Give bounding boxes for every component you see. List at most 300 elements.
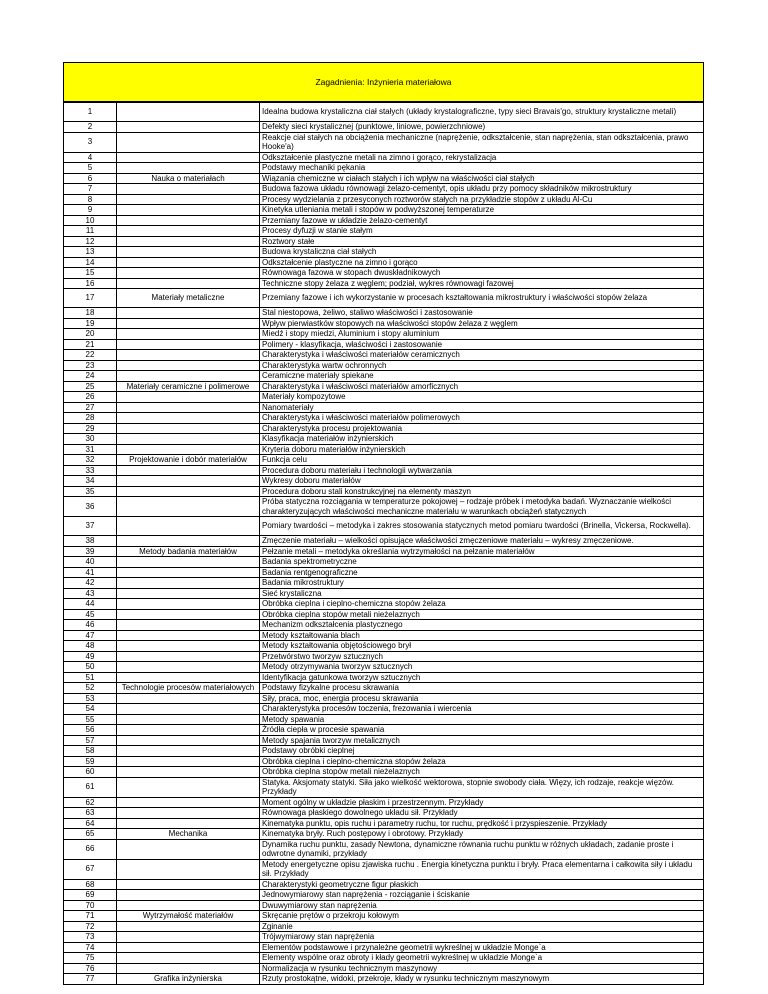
category-cell xyxy=(117,132,260,152)
table-row xyxy=(64,890,704,901)
row-number: 52 xyxy=(64,683,117,694)
row-number: 33 xyxy=(64,465,117,476)
topic-cell: Przetwórstwo tworzyw sztucznych xyxy=(260,651,704,662)
row-number: 6 xyxy=(64,173,117,184)
row-number: 45 xyxy=(64,609,117,620)
row-number: 41 xyxy=(64,567,117,578)
table-row xyxy=(64,767,704,778)
category-cell xyxy=(117,557,260,568)
topic-cell: Statyka. Aksjomaty statyki. Siła jako wielkość wektorowa, stopnie swobody ciała. Więzy, ich rodzaje, reakcje więzów. Przykłady xyxy=(260,777,704,797)
category-cell xyxy=(117,859,260,879)
table-row xyxy=(64,444,704,455)
table-row xyxy=(64,818,704,829)
topic-cell: Obróbka cieplna i cieplno-chemiczna stopów żelaza xyxy=(260,599,704,610)
category-cell: Mechanika xyxy=(117,829,260,840)
table-row xyxy=(64,839,704,859)
category-cell xyxy=(117,921,260,932)
table-row xyxy=(64,630,704,641)
topic-cell: Zginanie xyxy=(260,921,704,932)
topic-cell: Kinematyka punktu, opis ruchu i parametry ruchu, tor ruchu, prędkość i przyspieszenie. Przykłady xyxy=(260,818,704,829)
category-cell xyxy=(117,371,260,382)
row-number: 75 xyxy=(64,953,117,964)
category-cell xyxy=(117,486,260,497)
category-cell xyxy=(117,329,260,340)
category-cell xyxy=(117,517,260,536)
category-cell xyxy=(117,588,260,599)
category-cell xyxy=(117,215,260,226)
row-number: 10 xyxy=(64,215,117,226)
table-row xyxy=(64,278,704,289)
table-row xyxy=(64,122,704,133)
row-number: 3 xyxy=(64,132,117,152)
table-row xyxy=(64,152,704,163)
row-number: 40 xyxy=(64,557,117,568)
row-number: 65 xyxy=(64,829,117,840)
category-cell xyxy=(117,567,260,578)
table-row xyxy=(64,339,704,350)
topic-cell: Podstawy obróbki cieplnej xyxy=(260,746,704,757)
topic-cell: Techniczne stopy żelaza z węglem; podział, wykres równowagi fazowej xyxy=(260,278,704,289)
topic-cell: Siły, praca, moc, energia procesu skrawania xyxy=(260,693,704,704)
category-cell xyxy=(117,641,260,652)
table-row xyxy=(64,900,704,911)
row-number: 64 xyxy=(64,818,117,829)
topic-cell: Metody kształtowania objętościowego brył xyxy=(260,641,704,652)
row-number: 59 xyxy=(64,756,117,767)
table-row xyxy=(64,289,704,308)
topic-cell: Budowa krystaliczna ciał stałych xyxy=(260,247,704,258)
category-cell xyxy=(117,308,260,319)
row-number: 21 xyxy=(64,339,117,350)
table-row xyxy=(64,103,704,122)
topic-cell: Procedura doboru materiału i technologii wytwarzania xyxy=(260,465,704,476)
category-cell xyxy=(117,818,260,829)
topic-cell: Procesy dyfuzji w stanie stałym xyxy=(260,226,704,237)
table-row xyxy=(64,308,704,319)
row-number: 36 xyxy=(64,497,117,517)
row-number: 19 xyxy=(64,318,117,329)
row-number: 27 xyxy=(64,402,117,413)
table-row xyxy=(64,381,704,392)
row-number: 57 xyxy=(64,735,117,746)
topic-cell: Równowaga fazowa w stopach dwuskładnikowych xyxy=(260,268,704,279)
table-row xyxy=(64,517,704,536)
row-number: 46 xyxy=(64,620,117,631)
topic-cell: Metody energetyczne opisu zjawiska ruchu . Energia kinetyczna punktu i bryły. Praca elementarna i całkowita siły i układu sił. Przykłady xyxy=(260,859,704,879)
topic-cell: Badania mikrostruktury xyxy=(260,578,704,589)
row-number: 4 xyxy=(64,152,117,163)
table-row xyxy=(64,578,704,589)
topic-cell: Elementów podstawowe i przynależne geometrii wykreślnej w układzie Monge`a xyxy=(260,942,704,953)
row-number: 74 xyxy=(64,942,117,953)
topic-cell: Charakterystyka wartw ochronnych xyxy=(260,360,704,371)
table-row xyxy=(64,465,704,476)
table-row xyxy=(64,662,704,673)
table-row xyxy=(64,226,704,237)
row-number: 62 xyxy=(64,797,117,808)
category-cell xyxy=(117,465,260,476)
table-row xyxy=(64,163,704,174)
category-cell xyxy=(117,122,260,133)
table-row xyxy=(64,236,704,247)
row-number: 7 xyxy=(64,184,117,195)
category-cell xyxy=(117,609,260,620)
topic-cell: Charakterystyka procesu projektowania xyxy=(260,423,704,434)
row-number: 54 xyxy=(64,704,117,715)
topic-cell: Mechanizm odkształcenia plastycznego xyxy=(260,620,704,631)
category-cell: Projektowanie i dobór materiałów xyxy=(117,455,260,466)
topic-cell: Metody kształtowania blach xyxy=(260,630,704,641)
table-row xyxy=(64,797,704,808)
row-number: 72 xyxy=(64,921,117,932)
category-cell: Materiały ceramiczne i polimerowe xyxy=(117,381,260,392)
category-cell xyxy=(117,942,260,953)
topic-cell: Miedź i stopy miedzi, Aluminium i stopy aluminium xyxy=(260,329,704,340)
topic-cell: Obróbka cieplna i cieplno-chemiczna stopów żelaza xyxy=(260,756,704,767)
topic-cell: Przemiany fazowe w układzie żelazo-cementyt xyxy=(260,215,704,226)
row-number: 28 xyxy=(64,413,117,424)
table-row xyxy=(64,588,704,599)
table-row xyxy=(64,371,704,382)
row-number: 77 xyxy=(64,974,117,985)
row-number: 25 xyxy=(64,381,117,392)
table-row xyxy=(64,829,704,840)
category-cell xyxy=(117,339,260,350)
table-row xyxy=(64,974,704,985)
row-number: 1 xyxy=(64,103,117,122)
topic-cell: Procedura doboru stali konstrukcyjnej na elementy maszyn xyxy=(260,486,704,497)
table-row xyxy=(64,350,704,361)
table-row xyxy=(64,184,704,195)
row-number: 9 xyxy=(64,205,117,216)
table-row xyxy=(64,641,704,652)
table-row xyxy=(64,132,704,152)
row-number: 58 xyxy=(64,746,117,757)
category-cell xyxy=(117,704,260,715)
table-row xyxy=(64,476,704,487)
topic-cell: Moment ogólny w układzie płaskim i przestrzennym. Przykłady xyxy=(260,797,704,808)
category-cell xyxy=(117,350,260,361)
category-cell xyxy=(117,402,260,413)
category-cell xyxy=(117,651,260,662)
category-cell: Metody badania materiałów xyxy=(117,546,260,557)
row-number: 35 xyxy=(64,486,117,497)
row-number: 24 xyxy=(64,371,117,382)
table-row xyxy=(64,599,704,610)
row-number: 2 xyxy=(64,122,117,133)
table-row xyxy=(64,194,704,205)
table-row xyxy=(64,609,704,620)
row-number: 66 xyxy=(64,839,117,859)
table-row xyxy=(64,455,704,466)
category-cell xyxy=(117,268,260,279)
topic-cell: Metody spawania xyxy=(260,714,704,725)
table-row xyxy=(64,693,704,704)
topic-cell: Wpływ pierwiastków stopowych na właściwości stopów żelaza z węglem xyxy=(260,318,704,329)
topic-cell: Charakterystyki geometryczne figur płaskich xyxy=(260,879,704,890)
topic-cell: Obróbka cieplna stopów metali nieżelaznych xyxy=(260,609,704,620)
category-cell: Grafika inżynierska xyxy=(117,974,260,985)
table-row xyxy=(64,360,704,371)
topic-cell: Źródła ciepła w procesie spawania xyxy=(260,725,704,736)
table-row xyxy=(64,567,704,578)
category-cell xyxy=(117,630,260,641)
topic-cell: Kryteria doboru materiałów inżynierskich xyxy=(260,444,704,455)
topic-cell: Normalizacja w rysunku technicznym maszynowy xyxy=(260,963,704,974)
topic-cell: Metody spajania tworzyw metalicznych xyxy=(260,735,704,746)
topic-cell: Elementy wspólne oraz obroty i kłady geometrii wykreślnej w układzie Monge`a xyxy=(260,953,704,964)
topic-cell: Rzuty prostokątne, widoki, przekroje, kłady w rysunku technicznym maszynowym xyxy=(260,974,704,985)
row-number: 76 xyxy=(64,963,117,974)
row-number: 47 xyxy=(64,630,117,641)
row-number: 51 xyxy=(64,672,117,683)
category-cell xyxy=(117,476,260,487)
table-row xyxy=(64,434,704,445)
table-row xyxy=(64,651,704,662)
topic-cell: Pomiary twardości – metodyka i zakres stosowania statycznych metod pomiaru twardości (Brinella, Vickersa, Rockwella). xyxy=(260,517,704,536)
table-row xyxy=(64,557,704,568)
topic-cell: Dwuwymiarowy stan naprężenia xyxy=(260,900,704,911)
row-number: 15 xyxy=(64,268,117,279)
category-cell xyxy=(117,163,260,174)
row-number: 67 xyxy=(64,859,117,879)
row-number: 43 xyxy=(64,588,117,599)
table-row xyxy=(64,911,704,922)
table-row xyxy=(64,672,704,683)
category-cell: Technologie procesów materiałowych xyxy=(117,683,260,694)
table-row xyxy=(64,413,704,424)
topic-cell: Charakterystyka procesów toczenia, frezowania i wiercenia xyxy=(260,704,704,715)
table-row xyxy=(64,683,704,694)
category-cell xyxy=(117,767,260,778)
topic-cell: Przemiany fazowe i ich wykorzystanie w procesach kształtowania mikrostruktury i właściwości stopów żelaza xyxy=(260,289,704,308)
topic-cell: Pełzanie metali – metodyka określania wytrzymałości na pełzanie materiałów xyxy=(260,546,704,557)
table-row xyxy=(64,318,704,329)
category-cell: Nauka o materiałach xyxy=(117,173,260,184)
category-cell xyxy=(117,808,260,819)
row-number: 53 xyxy=(64,693,117,704)
category-cell xyxy=(117,672,260,683)
table-row xyxy=(64,268,704,279)
category-cell xyxy=(117,725,260,736)
row-number: 44 xyxy=(64,599,117,610)
row-number: 14 xyxy=(64,257,117,268)
category-cell xyxy=(117,103,260,122)
row-number: 56 xyxy=(64,725,117,736)
table-row xyxy=(64,257,704,268)
category-cell xyxy=(117,599,260,610)
row-number: 38 xyxy=(64,536,117,547)
category-cell xyxy=(117,184,260,195)
table-row xyxy=(64,879,704,890)
row-number: 13 xyxy=(64,247,117,258)
row-number: 49 xyxy=(64,651,117,662)
topic-cell: Charakterystyka i właściwości materiałów amorficznych xyxy=(260,381,704,392)
category-cell xyxy=(117,226,260,237)
category-cell xyxy=(117,444,260,455)
table-row xyxy=(64,546,704,557)
topic-cell: Obróbka cieplna stopów metali nieżelaznych xyxy=(260,767,704,778)
row-number: 63 xyxy=(64,808,117,819)
topic-cell: Odkształcenie plastyczne na zimno i gorąco xyxy=(260,257,704,268)
category-cell xyxy=(117,318,260,329)
row-number: 29 xyxy=(64,423,117,434)
topic-cell: Roztwory stałe xyxy=(260,236,704,247)
category-cell xyxy=(117,392,260,403)
table-row xyxy=(64,247,704,258)
topic-cell: Funkcja celu xyxy=(260,455,704,466)
table-row xyxy=(64,953,704,964)
row-number: 22 xyxy=(64,350,117,361)
category-cell xyxy=(117,360,260,371)
category-cell xyxy=(117,932,260,943)
spreadsheet xyxy=(63,62,704,985)
table-row xyxy=(64,392,704,403)
row-number: 69 xyxy=(64,890,117,901)
row-number: 48 xyxy=(64,641,117,652)
row-number: 17 xyxy=(64,289,117,308)
topic-cell: Wykresy doboru materiałów xyxy=(260,476,704,487)
row-number: 37 xyxy=(64,517,117,536)
topic-cell: Defekty sieci krystalicznej (punktowe, liniowe, powierzchniowe) xyxy=(260,122,704,133)
category-cell xyxy=(117,735,260,746)
table-row xyxy=(64,942,704,953)
row-number: 18 xyxy=(64,308,117,319)
table-row xyxy=(64,746,704,757)
category-cell xyxy=(117,497,260,517)
topic-cell: Kinematyka bryły. Ruch postępowy i obrotowy. Przykłady xyxy=(260,829,704,840)
table-row xyxy=(64,402,704,413)
row-number: 73 xyxy=(64,932,117,943)
table-row xyxy=(64,497,704,517)
topic-cell: Metody otrzymywania tworzyw sztucznych xyxy=(260,662,704,673)
row-number: 70 xyxy=(64,900,117,911)
category-cell xyxy=(117,536,260,547)
row-number: 11 xyxy=(64,226,117,237)
topic-cell: Identyfikacja gatunkowa tworzyw sztucznych xyxy=(260,672,704,683)
table-row xyxy=(64,735,704,746)
row-number: 12 xyxy=(64,236,117,247)
topic-cell: Reakcje ciał stałych na obciążenia mechaniczne (naprężenie, odkształcenie, stan naprężenia, stan odkształcenia, prawo Hooke'a) xyxy=(260,132,704,152)
topic-cell: Wiązania chemiczne w ciałach stałych i ich wpływ na właściwości ciał stałych xyxy=(260,173,704,184)
row-number: 32 xyxy=(64,455,117,466)
row-number: 39 xyxy=(64,546,117,557)
topic-cell: Klasyfikacja materiałów inżynierskich xyxy=(260,434,704,445)
category-cell xyxy=(117,953,260,964)
category-cell xyxy=(117,578,260,589)
row-number: 42 xyxy=(64,578,117,589)
table-row xyxy=(64,921,704,932)
row-number: 71 xyxy=(64,911,117,922)
topic-cell: Budowa fazowa układu równowagi żelazo-cementyt, opis układu przy pomocy składników mikrostruktury xyxy=(260,184,704,195)
topic-cell: Procesy wydzielania z przesyconych roztworów stałych na przykładzie stopów z układu Al-Cu xyxy=(260,194,704,205)
table-row xyxy=(64,329,704,340)
row-number: 61 xyxy=(64,777,117,797)
table-row xyxy=(64,756,704,767)
table-row xyxy=(64,714,704,725)
topic-cell: Jednowymiarowy stan naprężenia - rozciąganie i ściskanie xyxy=(260,890,704,901)
category-cell xyxy=(117,662,260,673)
row-number: 68 xyxy=(64,879,117,890)
row-number: 34 xyxy=(64,476,117,487)
topic-cell: Zmęczenie materiału – wielkości opisujące właściwości zmęczeniowe materiału – wykresy zmęczeniowe. xyxy=(260,536,704,547)
topic-cell: Podstawy mechaniki pękania xyxy=(260,163,704,174)
topic-cell: Ceramiczne materiały spiekane xyxy=(260,371,704,382)
category-cell xyxy=(117,236,260,247)
table-row xyxy=(64,808,704,819)
category-cell xyxy=(117,423,260,434)
table-row xyxy=(64,725,704,736)
category-cell xyxy=(117,205,260,216)
topic-cell: Próba statyczna rozciągania w temperaturze pokojowej – rodzaje próbek i metodyka badań. Wyznaczanie wielkości charakteryzujących właściwości mechaniczne materiału w warunkach obciążeń statycznych xyxy=(260,497,704,517)
category-cell xyxy=(117,777,260,797)
category-cell: Materiały metaliczne xyxy=(117,289,260,308)
category-cell: Wytrzymałość materiałów xyxy=(117,911,260,922)
table-row xyxy=(64,620,704,631)
topic-cell: Polimery - klasyfikacja, właściwości i zastosowanie xyxy=(260,339,704,350)
table-row xyxy=(64,859,704,879)
topic-cell: Skręcanie prętów o przekroju kołowym xyxy=(260,911,704,922)
row-number: 16 xyxy=(64,278,117,289)
topic-cell: Równowaga płaskiego dowolnego układu sił. Przykłady xyxy=(260,808,704,819)
table-row xyxy=(64,536,704,547)
row-number: 23 xyxy=(64,360,117,371)
row-number: 5 xyxy=(64,163,117,174)
topic-cell: Kinetyka utleniania metali i stopów w podwyższonej temperaturze xyxy=(260,205,704,216)
topic-cell: Odkształcenie plastyczne metali na zimno i gorąco, rekrystalizacja xyxy=(260,152,704,163)
category-cell xyxy=(117,963,260,974)
category-cell xyxy=(117,247,260,258)
topics-table xyxy=(63,102,704,985)
category-cell xyxy=(117,278,260,289)
category-cell xyxy=(117,797,260,808)
category-cell xyxy=(117,413,260,424)
topic-cell: Materiały kompozytowe xyxy=(260,392,704,403)
topic-cell: Badania spektrometryczne xyxy=(260,557,704,568)
category-cell xyxy=(117,434,260,445)
table-row xyxy=(64,486,704,497)
topic-cell: Nanomateriały xyxy=(260,402,704,413)
row-number: 60 xyxy=(64,767,117,778)
category-cell xyxy=(117,714,260,725)
table-row xyxy=(64,205,704,216)
table-row xyxy=(64,777,704,797)
row-number: 20 xyxy=(64,329,117,340)
table-row xyxy=(64,173,704,184)
table-row xyxy=(64,215,704,226)
table-row xyxy=(64,704,704,715)
row-number: 30 xyxy=(64,434,117,445)
category-cell xyxy=(117,152,260,163)
row-number: 26 xyxy=(64,392,117,403)
category-cell xyxy=(117,756,260,767)
category-cell xyxy=(117,194,260,205)
topic-cell: Trójwymiarowy stan naprężenia xyxy=(260,932,704,943)
topic-cell: Charakterystyka i właściwości materiałów polimerowych xyxy=(260,413,704,424)
topic-cell: Charakterystyka i właściwości materiałów ceramicznych xyxy=(260,350,704,361)
topic-cell: Dynamika ruchu punktu, zasady Newtona, dynamiczne równania ruchu punktu w różnych układach, zadanie proste i odwrotne dynamiki, przykłady xyxy=(260,839,704,859)
category-cell xyxy=(117,746,260,757)
row-number: 31 xyxy=(64,444,117,455)
category-cell xyxy=(117,839,260,859)
row-number: 8 xyxy=(64,194,117,205)
topic-cell: Idealna budowa krystaliczna ciał stałych (układy krystalograficzne, typy sieci Bravais'go, struktury krystaliczne metali) xyxy=(260,103,704,122)
row-number: 50 xyxy=(64,662,117,673)
category-cell xyxy=(117,890,260,901)
table-row xyxy=(64,423,704,434)
table-row xyxy=(64,932,704,943)
category-cell xyxy=(117,879,260,890)
